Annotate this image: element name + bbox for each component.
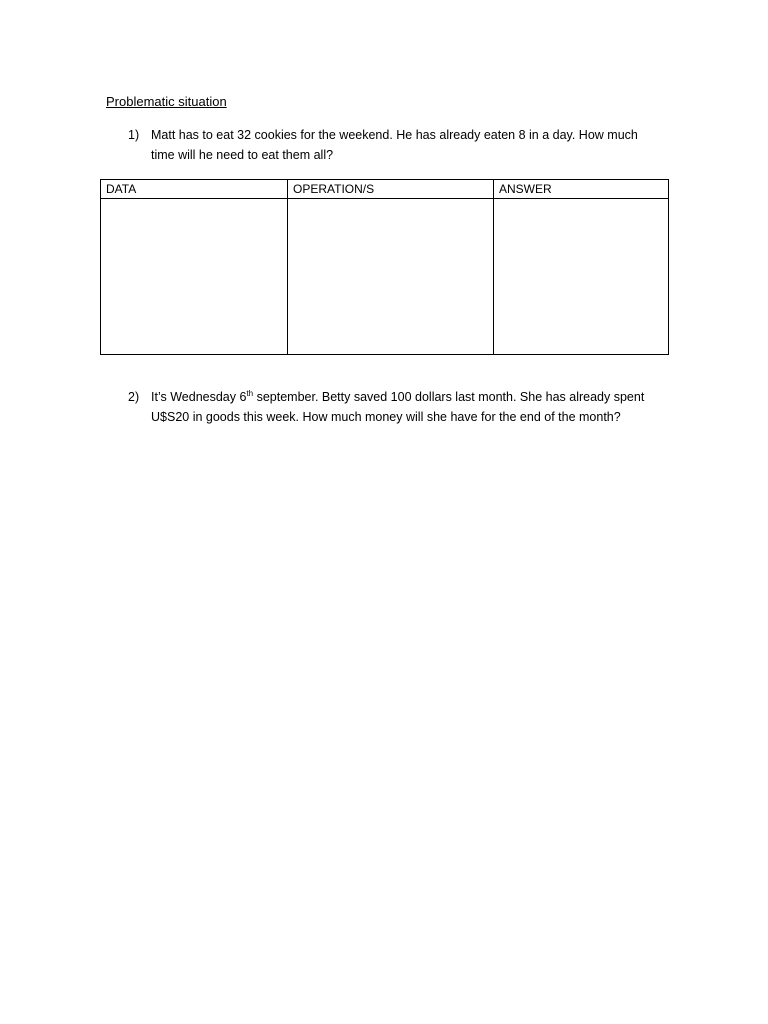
table-row — [101, 199, 669, 355]
question-number: 1) — [128, 128, 140, 142]
data-cell[interactable] — [101, 199, 288, 355]
question-number: 2) — [128, 390, 140, 404]
column-header-operations: OPERATION/S — [288, 180, 494, 199]
question-1 — [128, 125, 658, 165]
question-text-end: september. Betty saved 100 dollars last month. She has already spent U$S20 in goods this week. How much money will she have for the end of the month? — [151, 390, 645, 424]
answer-cell[interactable] — [494, 199, 669, 355]
ordinal-suffix: th — [246, 388, 254, 398]
question-text-start: It’s Wednesday 6 — [151, 390, 247, 404]
column-header-data: DATA — [101, 180, 288, 199]
column-header-answer: ANSWER — [494, 180, 669, 199]
answer-table — [100, 179, 669, 355]
operations-cell[interactable] — [288, 199, 494, 355]
question-text — [151, 387, 658, 427]
question-2 — [128, 387, 658, 427]
page-title: Problematic situation — [106, 94, 227, 109]
question-text: Matt has to eat 32 cookies for the weekend. He has already eaten 8 in a day. How much time will he need to eat them all? — [151, 128, 638, 162]
table-header-row — [101, 180, 669, 199]
